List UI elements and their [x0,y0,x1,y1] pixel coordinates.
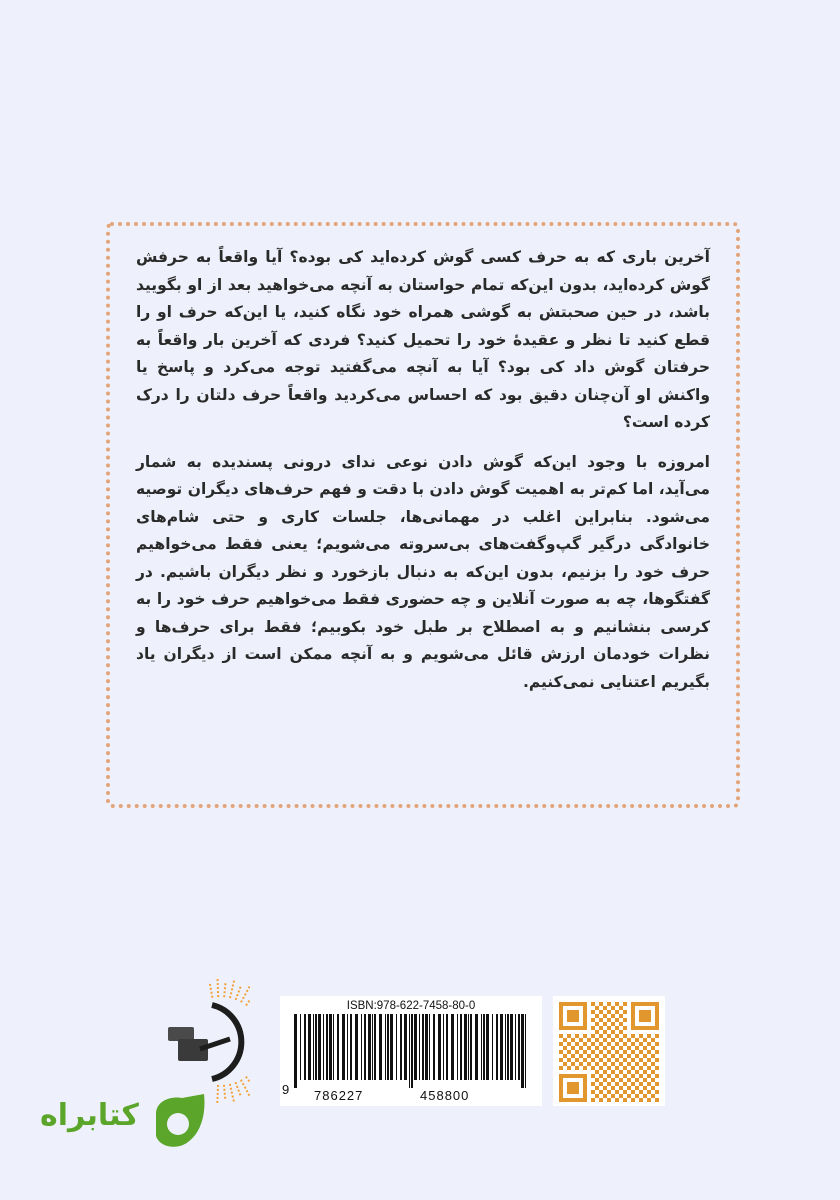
barcode-first-digit: 9 [282,1082,290,1097]
qr-code-icon[interactable] [553,996,665,1106]
barcode-group-2: 458800 [420,1088,470,1103]
ketabrah-wordmark: کتابراه [40,1098,139,1133]
isbn-barcode [280,996,542,1106]
paragraph-1: آخرین باری که به حرف کسی گوش کرده‌اید کی بوده؟ آیا واقعاً به حرفش گوش کرده‌اید، بدون این‌که تمام حواستان به آنچه می‌خواهید بعد از او بگویید باشد، در حین صحبتش به گوشی همراه خود نگاه کنید، یا این‌که حرف او را قطع کنید تا نظر و عقیدهٔ خود را تحمیل کنید؟ فردی که آخرین بار واقعاً به حرفتان گوش داد کی بود؟ آیا به آنچه می‌گفتید توجه می‌کرد و پاسخ یا واکنش او آن‌چنان دقیق بود که احساس می‌کردید واقعاً حرف دلتان را درک کرده است؟ [136,248,710,431]
isbn-label: ISBN:978-622-7458-80-0 [346,1000,476,1012]
barcode-group-1: 786227 [314,1088,364,1103]
barcode-bars [292,1014,530,1088]
ketabrah-book-icon [148,1092,210,1152]
publisher-sun-logo-icon [160,975,250,1105]
paragraph-2: امروزه با وجود این‌که گوش دادن نوعی ندای درونی پسندیده به شمار می‌آید، اما کم‌تر به اهمیت گوش دادن با دقت و فهم حرف‌های دیگران توصیه می‌شود. بنابراین اغلب در مهمانی‌ها، جلسات کاری و حتی شام‌های خانوادگی درگیر گپ‌وگفت‌های بی‌سروته می‌شویم؛ یعنی فقط می‌خواهیم حرف خود را بزنیم، بدون این‌که به دنبال بازخورد و نظر دیگران باشیم. در گفتگوها، چه به صورت آنلاین و چه حضوری فقط می‌خواهیم حرف خود را به کرسی بنشانیم و به اصطلاح بر طبل خود بکوبیم؛ فقط برای حرف‌ها و نظرات خودمان ارزش قائل می‌شویم و به آنچه ممکن است از دیگران یاد بگیریم اعتنایی نمی‌کنیم. [136,452,710,691]
back-cover-text-box [106,222,740,808]
ketabrah-logo[interactable] [40,1090,210,1160]
